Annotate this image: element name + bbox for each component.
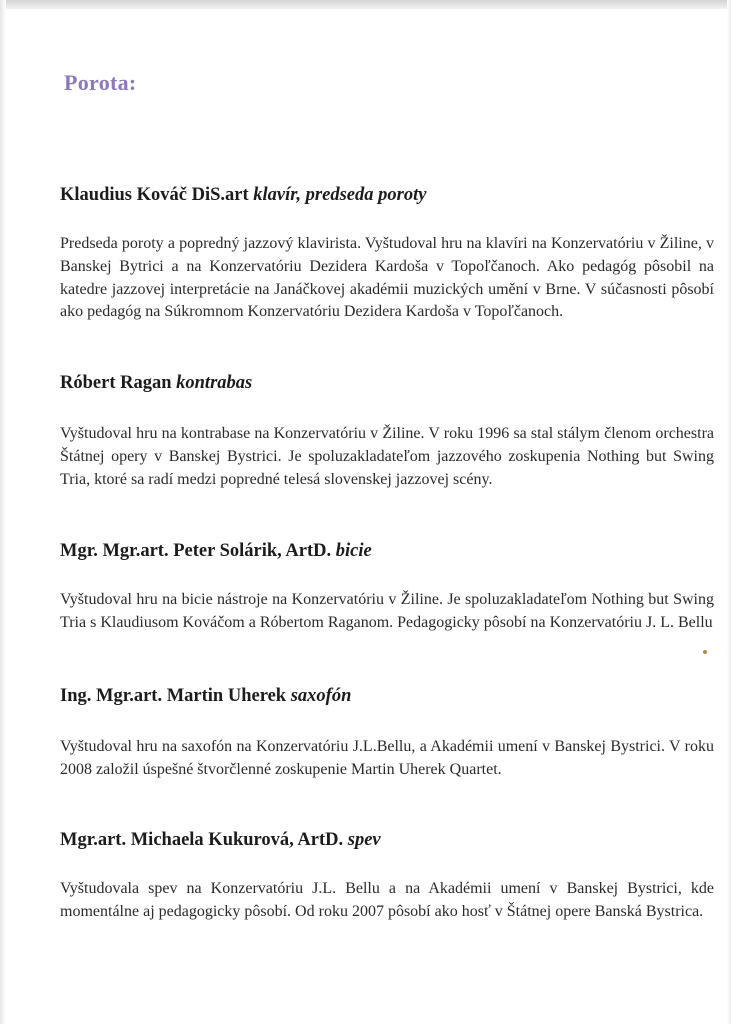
member-name: Klaudius Kováč DiS.art — [60, 185, 249, 205]
member-name: Róbert Ragan — [60, 373, 172, 393]
member-role: bicie — [335, 541, 372, 561]
member-bio: Vyštudoval hru na saxofón na Konzervatóriu J.L.Bellu, a Akadémii umení v Banskej Bystrici. V roku 2008 založil úspešné štvorčlenné zoskupenie Martin Uherek Quartet. — [60, 738, 714, 778]
member-heading — [60, 684, 714, 708]
member-role: spev — [347, 830, 381, 850]
member-bio: Vyštudoval hru na kontrabase na Konzervatóriu v Žiline. V roku 1996 sa stal stálym členom orchestra Štátnej opery v Banskej Bystrici. Je spoluzakladateľom jazzového zoskupenia Nothing but Swing Tria, ktoré sa radí medzi popredné telesá slovenskej jazzovej scény. — [60, 425, 714, 488]
member-bio: Predseda poroty a popredný jazzový klavirista. Vyštudoval hru na klavíri na Konzervatóriu v Žiline, v Banskej Bytrici a na Konzervatóriu Dezidera Kardoša v Topoľčanoch. Ako pedagóg pôsobil na katedre jazzovej interpretácie na Janáčkovej akadémii muzických umění v Brne. V súčasnosti pôsobí ako pedagóg na Súkromnom Konzervatóriu Dezidera Kardoša v Topoľčanoch. — [60, 235, 714, 321]
member-heading — [60, 183, 714, 207]
member-heading — [60, 539, 714, 563]
member-role: saxofón — [290, 686, 352, 706]
member-bio: Vyštudovala spev na Konzervatóriu J.L. Bellu a na Akadémii umení v Banskej Bystrici, kde momentálne aj pedagogicky pôsobí. Od roku 2007 pôsobí ako hosť v Štátnej opere Banská Bystrica. — [60, 880, 714, 920]
member-name: Ing. Mgr.art. Martin Uherek — [60, 686, 287, 706]
member-heading — [60, 828, 714, 852]
jury-member-4 — [60, 684, 714, 782]
jury-member-1 — [60, 183, 714, 324]
jury-member-2 — [60, 371, 714, 491]
jury-member-3 — [60, 539, 714, 635]
page-title: Porota: — [64, 70, 137, 95]
member-heading — [60, 371, 714, 395]
scan-right-edge — [727, 0, 731, 1024]
member-name: Mgr. Mgr.art. Peter Solárik, ArtD. — [60, 541, 332, 561]
jury-member-5 — [60, 828, 714, 924]
ink-speck — [703, 650, 707, 654]
member-role: kontrabas — [176, 373, 253, 393]
scan-left-edge — [0, 0, 6, 1024]
member-bio: Vyštudoval hru na bicie nástroje na Konzervatóriu v Žiline. Je spoluzakladateľom Nothing but Swing Tria s Klaudiusom Kováčom a Róbertom Raganom. Pedagogicky pôsobí na Konzervatóriu J. L. Bellu — [60, 591, 714, 631]
scan-top-edge — [0, 0, 731, 9]
member-role: klavír, predseda poroty — [253, 185, 427, 205]
member-name: Mgr.art. Michaela Kukurová, ArtD. — [60, 830, 344, 850]
